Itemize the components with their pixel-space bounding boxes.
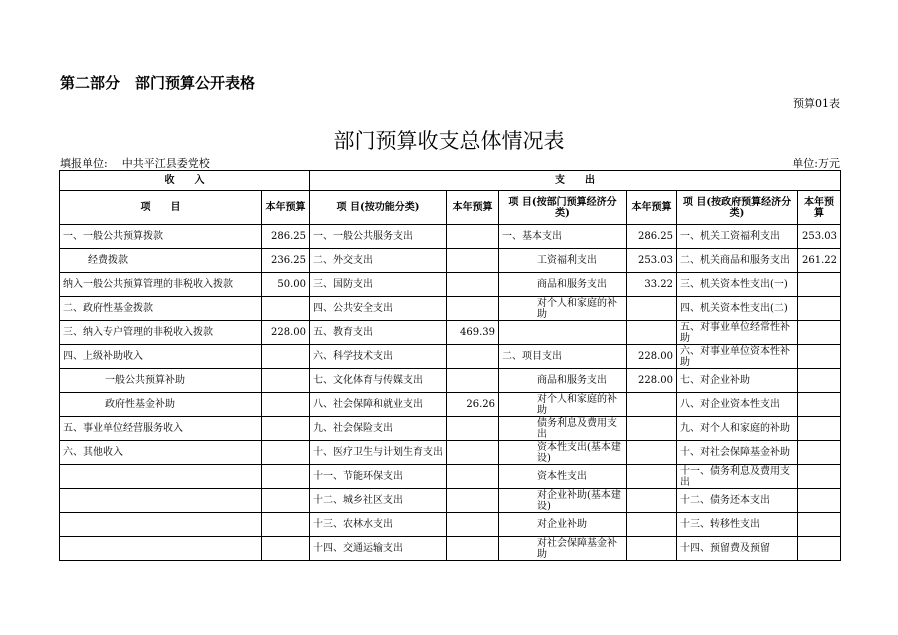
gov-econ-value-cell (798, 321, 841, 345)
function-item-cell: 十、医疗卫生与计划生育支出 (310, 441, 447, 465)
gov-econ-item-cell: 十二、债务还本支出 (677, 489, 798, 513)
dept-econ-value-cell (627, 321, 677, 345)
col-header-income-budget: 本年预算 (262, 191, 310, 225)
function-item-cell: 八、社会保障和就业支出 (310, 393, 447, 417)
income-item-cell: 五、事业单位经营服务收入 (60, 417, 262, 441)
reporting-unit-label: 填报单位: (60, 157, 108, 170)
function-value-cell (447, 513, 499, 537)
col-header-function-budget: 本年预算 (447, 191, 499, 225)
income-value-cell (262, 513, 310, 537)
income-item-cell: 经费拨款 (60, 249, 262, 273)
gov-econ-value-cell (798, 393, 841, 417)
function-item-cell: 九、社会保险支出 (310, 417, 447, 441)
gov-econ-item-cell: 二、机关商品和服务支出 (677, 249, 798, 273)
table-row (60, 297, 841, 321)
function-value-cell (447, 369, 499, 393)
gov-econ-value-cell (798, 297, 841, 321)
gov-econ-item-cell: 七、对企业补助 (677, 369, 798, 393)
function-item-cell: 十四、交通运输支出 (310, 537, 447, 561)
gov-econ-value-cell: 261.22 (798, 249, 841, 273)
col-header-gov-econ-item: 项 目(按政府预算经济分类) (677, 191, 798, 225)
function-value-cell (447, 297, 499, 321)
table-row (60, 369, 841, 393)
income-item-cell: 二、政府性基金拨款 (60, 297, 262, 321)
function-value-cell (447, 537, 499, 561)
table-row (60, 537, 841, 561)
function-value-cell (447, 345, 499, 369)
function-value-cell: 469.39 (447, 321, 499, 345)
dept-econ-item-cell: 对社会保障基金补助 (499, 537, 627, 561)
expense-section-header: 支 出 (310, 171, 841, 191)
income-section-header: 收 入 (60, 171, 310, 191)
income-value-cell (262, 441, 310, 465)
table-row (60, 441, 841, 465)
function-item-cell: 三、国防支出 (310, 273, 447, 297)
gov-econ-value-cell: 253.03 (798, 225, 841, 249)
function-value-cell (447, 489, 499, 513)
currency-unit: 单位:万元 (792, 157, 840, 170)
dept-econ-value-cell: 253.03 (627, 249, 677, 273)
col-header-function-item: 项 目(按功能分类) (310, 191, 447, 225)
gov-econ-item-cell: 十三、转移性支出 (677, 513, 798, 537)
function-value-cell: 26.26 (447, 393, 499, 417)
function-item-cell: 六、科学技术支出 (310, 345, 447, 369)
dept-econ-value-cell: 286.25 (627, 225, 677, 249)
income-value-cell (262, 369, 310, 393)
column-header-row (60, 191, 841, 225)
gov-econ-value-cell (798, 513, 841, 537)
col-header-income-item: 项 目 (60, 191, 262, 225)
income-value-cell (262, 537, 310, 561)
dept-econ-value-cell: 33.22 (627, 273, 677, 297)
gov-econ-item-cell: 八、对企业资本性支出 (677, 393, 798, 417)
income-item-cell: 六、其他收入 (60, 441, 262, 465)
gov-econ-item-cell: 十、对社会保障基金补助 (677, 441, 798, 465)
dept-econ-item-cell: 一、基本支出 (499, 225, 627, 249)
table-row (60, 465, 841, 489)
gov-econ-value-cell (798, 417, 841, 441)
table-row (60, 417, 841, 441)
gov-econ-value-cell (798, 273, 841, 297)
income-item-cell: 一、一般公共预算拨款 (60, 225, 262, 249)
gov-econ-item-cell: 十四、预留费及预留 (677, 537, 798, 561)
dept-econ-item-cell: 商品和服务支出 (499, 369, 627, 393)
gov-econ-item-cell: 六、对事业单位资本性补助 (677, 345, 798, 369)
income-item-cell (60, 513, 262, 537)
table-row (60, 513, 841, 537)
dept-econ-value-cell (627, 489, 677, 513)
dept-econ-item-cell: 对企业补助(基本建设) (499, 489, 627, 513)
gov-econ-item-cell: 五、对事业单位经常性补助 (677, 321, 798, 345)
function-value-cell (447, 417, 499, 441)
table-row (60, 321, 841, 345)
income-value-cell: 50.00 (262, 273, 310, 297)
dept-econ-value-cell (627, 465, 677, 489)
gov-econ-value-cell (798, 441, 841, 465)
function-value-cell (447, 273, 499, 297)
income-item-cell: 四、上级补助收入 (60, 345, 262, 369)
function-item-cell: 十二、城乡社区支出 (310, 489, 447, 513)
dept-econ-value-cell: 228.00 (627, 345, 677, 369)
table-row (60, 345, 841, 369)
budget-table (59, 170, 841, 561)
income-item-cell (60, 489, 262, 513)
table-row (60, 489, 841, 513)
reporting-unit-name: 中共平江县委党校 (121, 157, 210, 170)
income-value-cell (262, 465, 310, 489)
income-value-cell (262, 417, 310, 441)
gov-econ-item-cell: 九、对个人和家庭的补助 (677, 417, 798, 441)
income-item-cell: 政府性基金补助 (60, 393, 262, 417)
gov-econ-item-cell: 一、机关工资福利支出 (677, 225, 798, 249)
dept-econ-item-cell: 资本性支出 (499, 465, 627, 489)
dept-econ-value-cell (627, 417, 677, 441)
function-item-cell: 二、外交支出 (310, 249, 447, 273)
dept-econ-value-cell: 228.00 (627, 369, 677, 393)
part-title: 第二部分 部门预算公开表格 (60, 74, 256, 92)
gov-econ-item-cell: 十一、债务利息及费用支出 (677, 465, 798, 489)
gov-econ-item-cell: 四、机关资本性支出(二) (677, 297, 798, 321)
table-row (60, 249, 841, 273)
dept-econ-item-cell: 商品和服务支出 (499, 273, 627, 297)
col-header-gov-econ-budget: 本年预算 (798, 191, 841, 225)
function-item-cell: 七、文化体育与传媒支出 (310, 369, 447, 393)
dept-econ-value-cell (627, 297, 677, 321)
gov-econ-value-cell (798, 489, 841, 513)
income-value-cell: 228.00 (262, 321, 310, 345)
income-item-cell: 三、纳入专户管理的非税收入拨款 (60, 321, 262, 345)
gov-econ-item-cell: 三、机关资本性支出(一) (677, 273, 798, 297)
dept-econ-value-cell (627, 441, 677, 465)
income-item-cell: 纳入一般公共预算管理的非税收入拨款 (60, 273, 262, 297)
col-header-dept-econ-budget: 本年预算 (627, 191, 677, 225)
col-header-dept-econ-item: 项 目(按部门预算经济分类) (499, 191, 627, 225)
income-item-cell (60, 537, 262, 561)
dept-econ-item-cell: 对个人和家庭的补助 (499, 393, 627, 417)
gov-econ-value-cell (798, 537, 841, 561)
table-row (60, 273, 841, 297)
function-item-cell: 十三、农林水支出 (310, 513, 447, 537)
table-row (60, 225, 841, 249)
dept-econ-item-cell: 对企业补助 (499, 513, 627, 537)
reporting-unit (60, 155, 224, 171)
table-body (60, 225, 841, 561)
dept-econ-value-cell (627, 537, 677, 561)
income-value-cell: 286.25 (262, 225, 310, 249)
income-value-cell (262, 393, 310, 417)
function-item-cell: 十一、节能环保支出 (310, 465, 447, 489)
income-value-cell (262, 297, 310, 321)
dept-econ-item-cell: 债务利息及费用支出 (499, 417, 627, 441)
income-value-cell (262, 489, 310, 513)
income-value-cell: 236.25 (262, 249, 310, 273)
income-value-cell (262, 345, 310, 369)
function-item-cell: 五、教育支出 (310, 321, 447, 345)
gov-econ-value-cell (798, 465, 841, 489)
dept-econ-item-cell (499, 321, 627, 345)
income-item-cell: 一般公共预算补助 (60, 369, 262, 393)
dept-econ-value-cell (627, 393, 677, 417)
page-title: 部门预算收支总体情况表 (333, 129, 565, 153)
dept-econ-item-cell: 工资福利支出 (499, 249, 627, 273)
gov-econ-value-cell (798, 369, 841, 393)
function-item-cell: 一、一般公共服务支出 (310, 225, 447, 249)
function-value-cell (447, 249, 499, 273)
table-number: 预算01表 (793, 97, 840, 110)
gov-econ-value-cell (798, 345, 841, 369)
function-value-cell (447, 225, 499, 249)
section-header-row (60, 171, 841, 191)
dept-econ-item-cell: 二、项目支出 (499, 345, 627, 369)
income-item-cell (60, 465, 262, 489)
function-value-cell (447, 465, 499, 489)
function-item-cell: 四、公共安全支出 (310, 297, 447, 321)
function-value-cell (447, 441, 499, 465)
dept-econ-item-cell: 资本性支出(基本建设) (499, 441, 627, 465)
table-row (60, 393, 841, 417)
dept-econ-value-cell (627, 513, 677, 537)
dept-econ-item-cell: 对个人和家庭的补助 (499, 297, 627, 321)
